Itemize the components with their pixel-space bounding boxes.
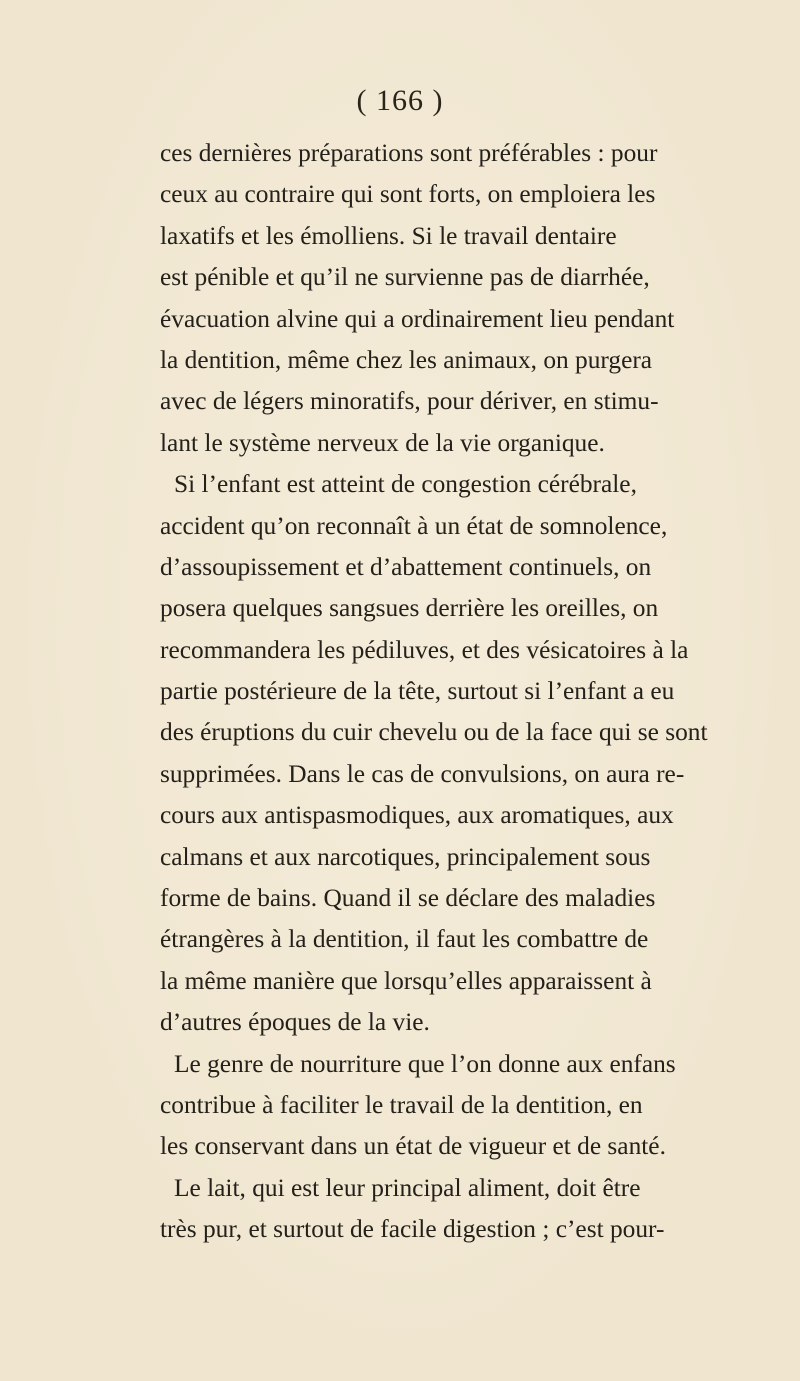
text-line: supprimées. Dans le cas de convulsions, on aura re- xyxy=(160,759,685,788)
text-line: évacuation alvine qui a ordinairement lieu pendant xyxy=(160,304,675,333)
text-line: des éruptions du cuir chevelu ou de la face qui se sont xyxy=(160,718,708,747)
text-line: ces dernières préparations sont préférables : pour xyxy=(160,139,658,167)
text-line: les conservant dans un état de vigueur et de santé. xyxy=(160,1132,666,1161)
text-line: laxatifs et les émolliens. Si le travail dentaire xyxy=(160,221,617,250)
text-line: forme de bains. Quand il se déclare des maladies xyxy=(160,884,656,913)
paragraph-start-line: Si l’enfant est atteint de congestion cérébrale, xyxy=(174,470,637,499)
text-line: d’autres époques de la vie. xyxy=(160,1008,430,1037)
text-line: accident qu’on reconnaît à un état de somnolence, xyxy=(160,511,668,540)
text-line: avec de légers minoratifs, pour dériver, en stimu- xyxy=(160,387,659,416)
page-number: ( 166 ) xyxy=(356,84,444,117)
text-line: la même manière que lorsqu’elles apparaissent à xyxy=(160,966,652,995)
text-line: posera quelques sangsues derrière les oreilles, on xyxy=(160,594,659,623)
text-line: d’assoupissement et d’abattement continuels, on xyxy=(160,552,652,581)
text-line: partie postérieure de la tête, surtout si l’enfant a eu xyxy=(160,677,675,706)
text-line: est pénible et qu’il ne survienne pas de diarrhée, xyxy=(160,263,650,292)
text-line: étrangères à la dentition, il faut les combattre de xyxy=(160,925,649,954)
text-line: contribue à faciliter le travail de la dentition, en xyxy=(160,1090,643,1119)
text-line: calmans et aux narcotiques, principalement sous xyxy=(160,842,651,871)
body-text xyxy=(160,133,800,1251)
paragraph-start-line: Le lait, qui est leur principal aliment, doit être xyxy=(174,1173,641,1202)
text-line: ceux au contraire qui sont forts, on emploiera les xyxy=(160,180,656,209)
text-line: très pur, et surtout de facile digestion ; c’est pour- xyxy=(160,1215,665,1244)
text-line: cours aux antispasmodiques, aux aromatiques, aux xyxy=(160,801,674,830)
text-line: recommandera les pédiluves, et des vésicatoires à la xyxy=(160,635,689,664)
text-line: lant le système nerveux de la vie organique. xyxy=(160,428,605,457)
text-line: la dentition, même chez les animaux, on purgera xyxy=(160,345,653,374)
paragraph-start-line: Le genre de nourriture que l’on donne aux enfans xyxy=(174,1049,676,1078)
